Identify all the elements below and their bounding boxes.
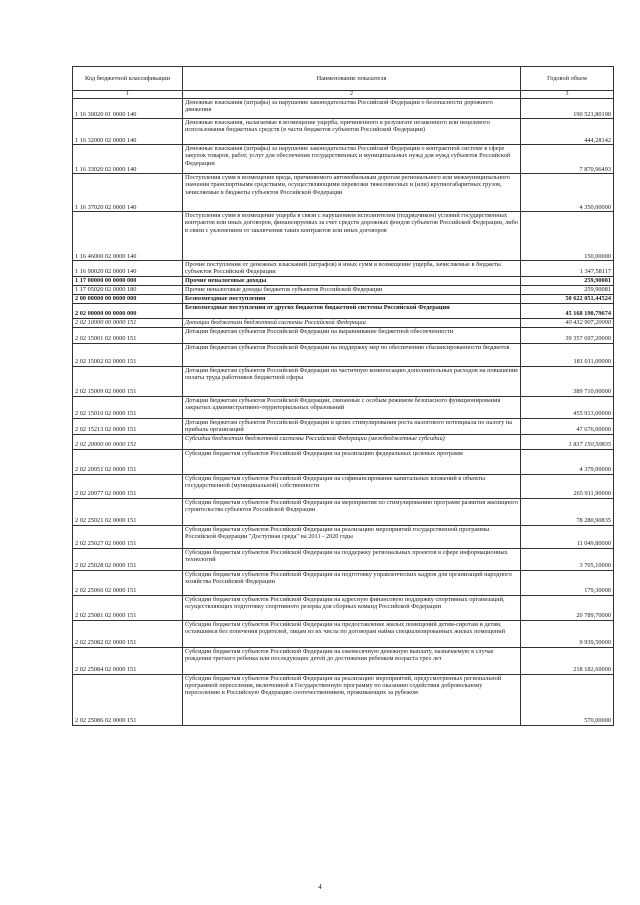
row-value: 20 789,70000 — [521, 595, 614, 620]
table-row — [73, 327, 614, 343]
row-code: 2 02 15001 02 0000 151 — [73, 327, 183, 343]
row-code: 2 00 00000 00 0000 000 — [73, 294, 183, 303]
row-name: Субсидии бюджетам субъектов Российской Федерации на ежемесячную денежную выплату, назначаемую в случае рождения третьего ребенка или последующих детей до достижения ребенком возраста трех лет — [183, 647, 521, 674]
row-value: 1 837 150,50835 — [521, 434, 614, 449]
row-name: Денежные взыскания (штрафы) за нарушение законодательства Российской Федерации о контрактной системе в сфере закупок товаров, работ, услуг для обеспечения государственных и муниципальных нужд для нужд субъектов Российской Федерации — [183, 145, 521, 174]
row-name: Субсидии бюджетам бюджетной системы Российской Федерации (межбюджетные субсидии) — [183, 434, 521, 449]
row-value: 39 357 697,20000 — [521, 327, 614, 343]
row-code: 2 02 10000 00 0000 151 — [73, 318, 183, 327]
row-code: 2 02 25084 02 0000 151 — [73, 647, 183, 674]
row-name: Поступления сумм в возмещение вреда, причиняемого автомобильным дорогам регионального или межмуниципального значения транспортными средствами, осуществляющими перевозки тяжеловесных и (или) крупногабаритных грузов, зачисляемые в бюджеты субъектов Российской Федерации — [183, 174, 521, 212]
row-code: 2 02 15010 02 0000 151 — [73, 396, 183, 418]
row-code: 2 02 25021 02 0000 151 — [73, 498, 183, 525]
table-row — [73, 294, 614, 303]
row-name: Субсидии бюджетам субъектов Российской Федерации на реализацию федеральных целевых программ — [183, 449, 521, 474]
row-value: 265 911,90000 — [521, 474, 614, 498]
row-code: 1 16 46000 02 0000 140 — [73, 212, 183, 261]
row-name: Безвозмездные поступления от других бюджетов бюджетной системы Российской Федерации — [183, 303, 521, 318]
row-value: 47 676,00000 — [521, 418, 614, 434]
row-code: 1 16 90020 02 0000 140 — [73, 261, 183, 277]
row-name: Субсидии бюджетам субъектов Российской Федерации на реализацию мероприятий государственной программы Российской Федерации "Доступная среда" на 2011 - 2020 годы — [183, 525, 521, 548]
table-row — [73, 276, 614, 285]
row-name: Субсидии бюджетам субъектов Российской Федерации на предоставление жилых помещений детям-сиротам и детям, оставшимся без попечения родителей, лицам из их числа по договорам найма специализированных жилых помещений — [183, 620, 521, 647]
row-value: 444,28142 — [521, 119, 614, 145]
row-name: Денежные взыскания (штрафы) за нарушение законодательства Российской Федерации о безопасности дорожного движения — [183, 99, 521, 119]
row-value: 259,90081 — [521, 276, 614, 285]
row-name: Дотации бюджетам бюджетной системы Российской Федерации — [183, 318, 521, 327]
row-code: 1 17 00000 00 0000 000 — [73, 276, 183, 285]
column-number-row — [73, 91, 614, 99]
table-row — [73, 449, 614, 474]
row-code: 2 02 20000 00 0000 151 — [73, 434, 183, 449]
row-name: Субсидии бюджетам субъектов Российской Федерации на реализацию мероприятий, предусмотренных региональной программой переселения, включенной в Государственную программу по оказанию содействия добровольному переселению в Российскую Федерацию соотечественников, проживающих за рубежом — [183, 674, 521, 725]
row-value: 570,00000 — [521, 674, 614, 725]
row-code: 1 16 37020 02 0000 140 — [73, 174, 183, 212]
row-name: Поступления сумм в возмещение ущерба в связи с нарушением исполнителем (подрядчиком) условий государственных контрактов или иных договоров, финансируемых за счет средств дорожных фондов субъектов Российской Федерации, либо в связи с уклонением от заключения таких контрактов или иных договоров — [183, 212, 521, 261]
row-value: 150,00000 — [521, 212, 614, 261]
row-code: 2 02 15002 02 0000 151 — [73, 343, 183, 366]
row-name: Дотации бюджетам субъектов Российской Федерации в целях стимулирования роста налогового потенциала по налогу на прибыль организаций — [183, 418, 521, 434]
table-header-row — [73, 67, 614, 91]
row-code: 2 02 25081 02 0000 151 — [73, 595, 183, 620]
table-row — [73, 647, 614, 674]
row-code: 2 02 20051 02 0000 151 — [73, 449, 183, 474]
row-name: Дотации бюджетам субъектов Российской Федерации на частичную компенсацию дополнительных расходов на повышение оплаты труда работников бюджетной сферы — [183, 366, 521, 396]
row-code: 2 02 00000 00 0000 000 — [73, 303, 183, 318]
row-name: Субсидии бюджетам субъектов Российской Федерации на поддержку региональных проектов в сфере информационных технологий — [183, 548, 521, 570]
row-name: Субсидии бюджетам субъектов Российской Федерации на подготовку управленческих кадров для организаций народного хозяйства Российской Федерации — [183, 570, 521, 595]
row-value: 78 280,90835 — [521, 498, 614, 525]
table-row — [73, 119, 614, 145]
budget-revenue-table — [72, 66, 614, 726]
row-name: Прочие неналоговые доходы — [183, 276, 521, 285]
row-name: Денежные взыскания, налагаемые в возмещение ущерба, причиненного в результате незаконного или нецелевого использования бюджетных средств (в части бюджетов субъектов Российской Федерации) — [183, 119, 521, 145]
row-name: Субсидии бюджетам субъектов Российской Федерации на софинансирование капитальных вложений в объекты государственной (муниципальной) собственности — [183, 474, 521, 498]
column-number-3: 3 — [521, 91, 614, 99]
page-number: 4 — [318, 883, 322, 891]
row-code: 2 02 20077 02 0000 151 — [73, 474, 183, 498]
row-code: 2 02 25066 02 0000 151 — [73, 570, 183, 595]
row-name: Дотации бюджетам субъектов Российской Федерации на поддержку мер по обеспечению сбалансированности бюджетов — [183, 343, 521, 366]
budget-table-sheet — [72, 66, 613, 726]
row-value: 218 182,60000 — [521, 647, 614, 674]
table-row — [73, 498, 614, 525]
row-value: 389 710,00000 — [521, 366, 614, 396]
row-value: 181 011,00000 — [521, 343, 614, 366]
row-code: 1 16 30020 01 0000 140 — [73, 99, 183, 119]
table-row — [73, 548, 614, 570]
column-number-1: 1 — [73, 91, 183, 99]
table-row — [73, 318, 614, 327]
row-value: 11 049,80000 — [521, 525, 614, 548]
table-row — [73, 99, 614, 119]
row-value: 4 350,00000 — [521, 174, 614, 212]
row-code: 1 16 33020 02 0000 140 — [73, 145, 183, 174]
row-name: Субсидии бюджетам субъектов Российской Федерации на мероприятия по стимулированию программ развития жилищного строительства субъектов Российской Федерации — [183, 498, 521, 525]
row-value: 190 521,80190 — [521, 99, 614, 119]
row-code: 2 02 25027 02 0000 151 — [73, 525, 183, 548]
table-row — [73, 212, 614, 261]
header-amount: Годовой объем — [521, 67, 614, 91]
row-name: Дотации бюджетам субъектов Российской Федерации, связанные с особым режимом безопасного функционирования закрытых административно-территориальных образований — [183, 396, 521, 418]
row-code: 1 17 05020 02 0000 180 — [73, 285, 183, 294]
table-row — [73, 343, 614, 366]
table-row — [73, 285, 614, 294]
row-value: 45 168 190,79674 — [521, 303, 614, 318]
row-name: Прочие неналоговые доходы бюджетов субъектов Российской Федерации — [183, 285, 521, 294]
row-value: 50 622 051,44524 — [521, 294, 614, 303]
row-code: 2 02 15009 02 0000 151 — [73, 366, 183, 396]
row-value: 7 870,96493 — [521, 145, 614, 174]
table-row — [73, 570, 614, 595]
row-value: 9 939,50000 — [521, 620, 614, 647]
table-row — [73, 366, 614, 396]
table-row — [73, 474, 614, 498]
row-value: 40 432 907,20000 — [521, 318, 614, 327]
row-name: Безвозмездные поступления — [183, 294, 521, 303]
table-row — [73, 174, 614, 212]
row-value: 1 347,58117 — [521, 261, 614, 277]
table-row — [73, 261, 614, 277]
table-row — [73, 595, 614, 620]
row-value: 179,30000 — [521, 570, 614, 595]
column-number-2: 2 — [183, 91, 521, 99]
table-row — [73, 145, 614, 174]
table-row — [73, 303, 614, 318]
row-code: 1 16 32000 02 0000 140 — [73, 119, 183, 145]
row-name: Субсидии бюджетам субъектов Российской Федерации на адресную финансовую поддержку спортивных организаций, осуществляющих подготовку спортивного резерва для сборных команд Российской Федерации — [183, 595, 521, 620]
table-row — [73, 418, 614, 434]
row-name: Прочие поступления от денежных взысканий (штрафов) и иных сумм в возмещение ущерба, зачисляемые в бюджеты субъектов Российской Федерации — [183, 261, 521, 277]
header-name: Наименование показателя — [183, 67, 521, 91]
row-code: 2 02 25086 02 0000 151 — [73, 674, 183, 725]
row-value: 259,90081 — [521, 285, 614, 294]
row-code: 2 02 25082 02 0000 151 — [73, 620, 183, 647]
row-value: 455 913,00000 — [521, 396, 614, 418]
table-row — [73, 525, 614, 548]
row-value: 4 379,00000 — [521, 449, 614, 474]
table-row — [73, 434, 614, 449]
header-code: Код бюджетной классификации — [73, 67, 183, 91]
row-code: 2 02 15213 02 0000 151 — [73, 418, 183, 434]
table-row — [73, 396, 614, 418]
row-value: 3 705,10000 — [521, 548, 614, 570]
table-row — [73, 620, 614, 647]
row-code: 2 02 25028 02 0000 151 — [73, 548, 183, 570]
row-name: Дотации бюджетам субъектов Российской Федерации на выравнивание бюджетной обеспеченности — [183, 327, 521, 343]
table-row — [73, 674, 614, 725]
